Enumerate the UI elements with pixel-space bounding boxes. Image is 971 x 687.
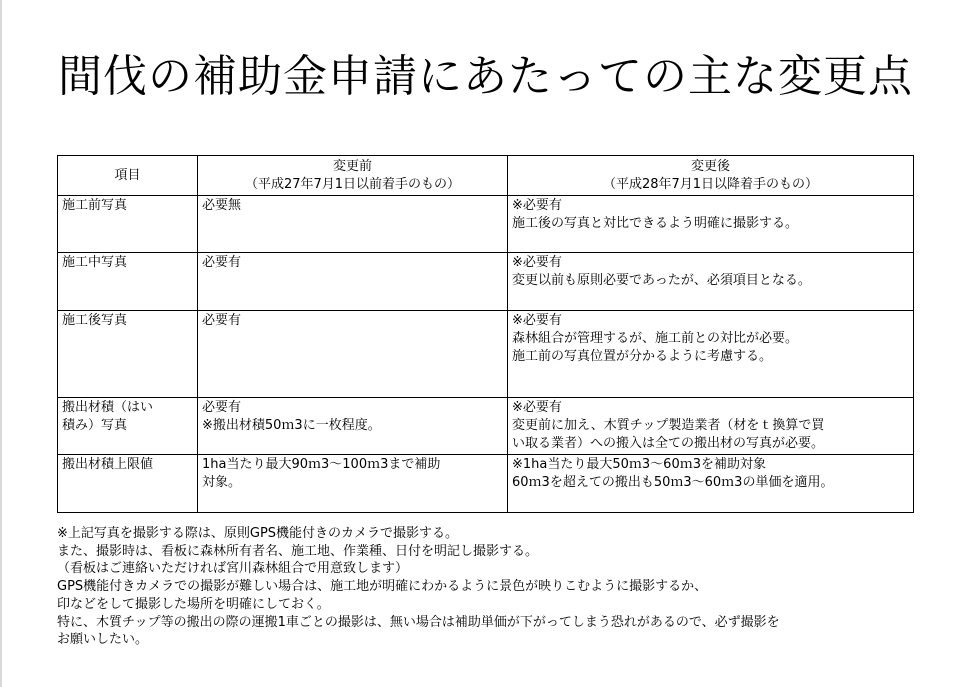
row-item-text: 搬出材積（はい — [62, 400, 154, 415]
table-row — [58, 455, 914, 513]
row-item-text: 搬出材積上限値 — [62, 457, 154, 472]
row-before-cell — [198, 311, 508, 398]
row-item-cell — [58, 311, 198, 398]
row-item-cell — [58, 398, 198, 455]
row-item-text: 施工中写真 — [62, 255, 128, 270]
row-after-text: い取る業者）への搬入は全ての搬出材の写真が必要。 — [512, 436, 825, 451]
row-after-text: ※必要有 — [512, 400, 562, 415]
table-row — [58, 311, 914, 398]
table-row — [58, 196, 914, 253]
note-line: お願いしたい。 — [57, 632, 149, 648]
note-line: （看板はご連絡いただければ宮川森林組合で用意致します） — [57, 561, 409, 577]
row-after-text: ※必要有 — [512, 255, 562, 270]
row-item-cell — [58, 253, 198, 311]
row-after-text: 変更前に加え、木質チップ製造業者（材をｔ換算で買 — [512, 418, 825, 433]
row-after-text: 変更以前も原則必要であったが、必須項目となる。 — [512, 273, 811, 288]
row-after-text: 施工前の写真位置が分かるように考慮する。 — [512, 349, 773, 364]
note-line: GPS機能付きカメラでの撮影が難しい場合は、施工地が明確にわかるように景色が映りこむように撮影するか、 — [57, 579, 708, 595]
row-before-cell — [198, 253, 508, 311]
header-item-label: 項目 — [114, 167, 141, 183]
row-after-text: ※必要有 — [512, 313, 562, 328]
row-item-text: 積み）写真 — [62, 418, 128, 433]
row-before-text: 必要有 — [202, 255, 242, 270]
row-before-text: 必要有 — [202, 313, 242, 328]
row-after-text: ※1ha当たり最大50ｍ3～60ｍ3を補助対象 — [512, 457, 766, 472]
row-after-cell — [508, 253, 914, 311]
row-item-cell — [58, 455, 198, 513]
row-after-text: 60ｍ3を超えての搬出も50ｍ3～60ｍ3の単価を適用。 — [512, 475, 834, 490]
header-after-label: 変更後 — [690, 158, 730, 174]
note-line: 特に、木質チップ等の搬出の際の運搬1車ごとの撮影は、無い場合は補助単価が下がってしまう恐れがあるので、必ず撮影を — [57, 614, 780, 630]
row-after-cell — [508, 196, 914, 253]
row-item-text: 施工後写真 — [62, 313, 128, 328]
row-after-text: 森林組合が管理するが、施工前との対比が必要。 — [512, 331, 799, 346]
header-item — [58, 156, 198, 196]
changes-table — [57, 155, 914, 513]
row-item-text: 施工前写真 — [62, 198, 128, 213]
row-before-cell — [198, 196, 508, 253]
row-after-cell — [508, 398, 914, 455]
notes-block — [57, 525, 937, 649]
note-line: 印などをして撮影した場所を明確にしておく。 — [57, 596, 330, 612]
row-before-text: 1ha当たり最大90ｍ3～100ｍ3まで補助 — [202, 457, 441, 472]
row-item-cell — [58, 196, 198, 253]
row-before-cell — [198, 455, 508, 513]
header-before-label: 変更前 — [332, 158, 372, 174]
row-after-cell — [508, 311, 914, 398]
table-row — [58, 253, 914, 311]
row-before-text: 必要有 — [202, 400, 242, 415]
row-before-cell — [198, 398, 508, 455]
table-row — [58, 398, 914, 455]
row-after-text: 施工後の写真と対比できるよう明確に撮影する。 — [512, 216, 799, 231]
header-after-period: （平成28年7月1日以降着手のもの） — [602, 176, 819, 192]
header-after — [508, 156, 914, 196]
table-header-row — [58, 156, 914, 196]
row-after-cell — [508, 455, 914, 513]
row-after-text: ※必要有 — [512, 198, 562, 213]
page-title: 間伐の補助金申請にあたっての主な変更点 — [58, 51, 913, 102]
header-before — [198, 156, 508, 196]
row-before-text: ※搬出材積50ｍ3に一枚程度。 — [202, 418, 381, 433]
note-line: ※上記写真を撮影する際は、原則GPS機能付きのカメラで撮影する。 — [57, 526, 459, 541]
row-before-text: 必要無 — [202, 198, 242, 213]
header-before-period: （平成27年7月1日以前着手のもの） — [244, 176, 461, 192]
row-before-text: 対象。 — [202, 475, 242, 490]
note-line: また、撮影時は、看板に森林所有者名、施工地、作業種、日付を明記し撮影する。 — [57, 543, 539, 559]
